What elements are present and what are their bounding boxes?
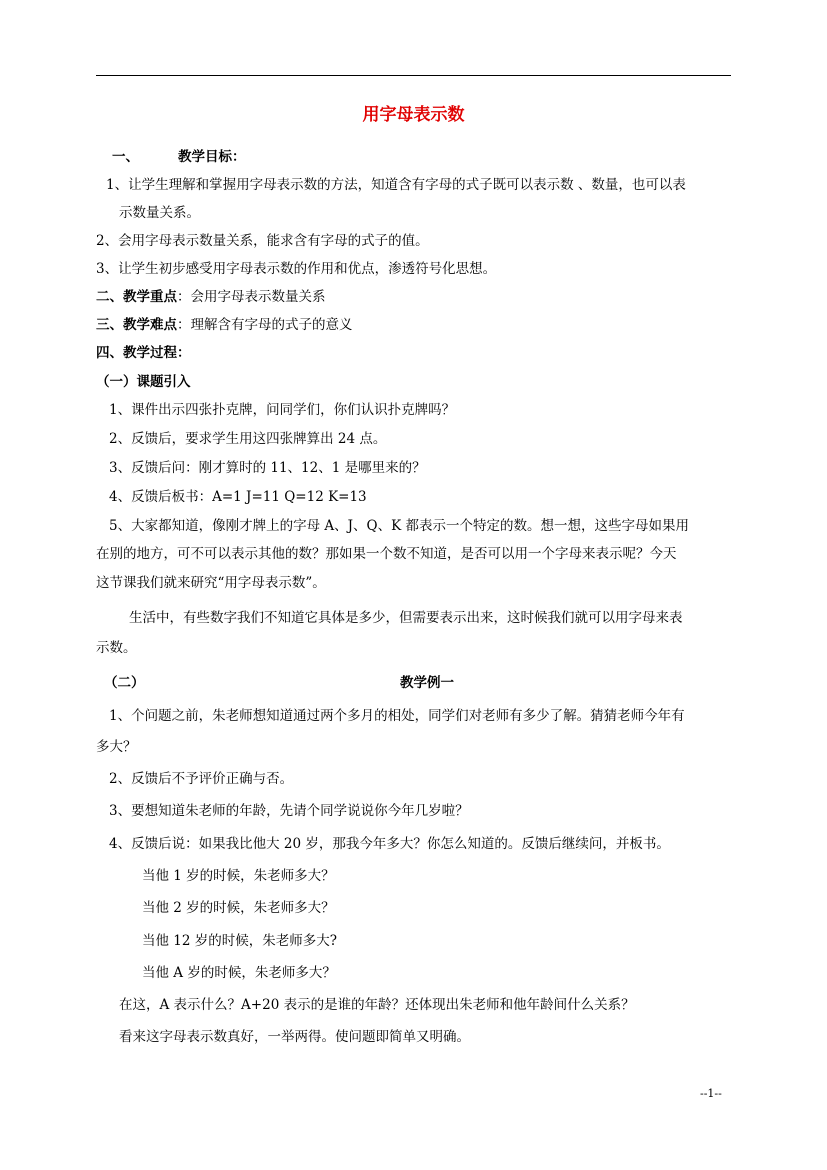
section1-number: 一、 [112, 149, 139, 165]
part2-tail: 在这，A 表示什么？A+20 表示的是谁的年龄？还体现出朱老师和他年龄间什么关系？ [119, 997, 635, 1013]
part1-line: 1、课件出示四张扑克牌，问同学们，你们认识扑克牌吗？ [109, 402, 456, 418]
section2-heading: 二、教学重点 [96, 289, 177, 305]
board-line: 当他 2 岁的时候，朱老师多大？ [142, 900, 335, 916]
part1-line: 5、大家都知道，像刚才牌上的字母 A、J、Q、K 都表示一个特定的数。想一想，这些字母如果用 [109, 518, 689, 534]
section2-line [96, 287, 326, 307]
part1-line: 3、反馈后问：刚才算时的 11、12、1 是哪里来的？ [109, 460, 426, 476]
part2-number: （二） [104, 675, 145, 691]
part1-line: 2、反馈后，要求学生用这四张牌算出 24 点。 [109, 431, 387, 447]
part2-line: 3、要想知道朱老师的年龄，先请个同学说说你今年几岁啦？ [109, 803, 469, 819]
section3-line [96, 315, 353, 335]
part2-line: 多大？ [96, 739, 137, 755]
document-title: 用字母表示数 [362, 105, 465, 125]
section2-text: ：会用字母表示数量关系 [177, 289, 326, 305]
part2-line: 2、反馈后不予评价正确与否。 [109, 771, 294, 787]
section1-title: 教学目标： [178, 149, 246, 165]
goal-line: 示数量关系。 [119, 205, 200, 221]
part1-heading: （一）课题引入 [96, 374, 191, 390]
section3-text: ：理解含有字母的式子的意义 [177, 317, 353, 333]
section4-heading: 四、教学过程： [96, 345, 191, 361]
goal-line: 1、让学生理解和掌握用字母表示数的方法，知道含有字母的式子既可以表示数 、数量，也可以表 [106, 177, 686, 193]
board-line: 当他 1 岁的时候，朱老师多大？ [142, 868, 335, 884]
part2-line: 4、反馈后说：如果我比他大 20 岁，那我今年多大？你怎么知道的。反馈后继续问，并板书。 [109, 836, 670, 852]
board-line: 当他 A 岁的时候，朱老师多大？ [142, 965, 336, 981]
part2-tail: 看来这字母表示数真好，一举两得。使问题即简单又明确。 [119, 1029, 470, 1045]
part1-paragraph: 示数。 [96, 640, 137, 656]
board-line: 当他 12 岁的时候，朱老师多大? [142, 933, 337, 949]
goal-line: 3、让学生初步感受用字母表示数的作用和优点，渗透符号化思想。 [96, 261, 497, 277]
page-number: --1-- [700, 1087, 722, 1100]
part1-paragraph: 生活中，有些数字我们不知道它具体是多少，但需要表示出来，这时候我们就可以用字母来表 [129, 610, 683, 626]
header-rule [96, 75, 731, 76]
part1-line: 在别的地方，可不可以表示其他的数？那如果一个数不知道，是否可以用一个字母来表示呢？今天 [96, 546, 677, 562]
goal-line: 2、会用字母表示数量关系，能求含有字母的式子的值。 [96, 233, 429, 249]
section3-heading: 三、教学难点 [96, 317, 177, 333]
part2-line: 1、个问题之前，朱老师想知道通过两个多月的相处，同学们对老师有多少了解。猜猜老师今年有 [109, 708, 685, 724]
part1-line: 这节课我们就来研究“用字母表示数”。 [96, 575, 326, 591]
part2-title: 教学例一 [400, 675, 454, 691]
part1-line: 4、反馈后板书：A=1 J=11 Q=12 K=13 [109, 489, 367, 505]
